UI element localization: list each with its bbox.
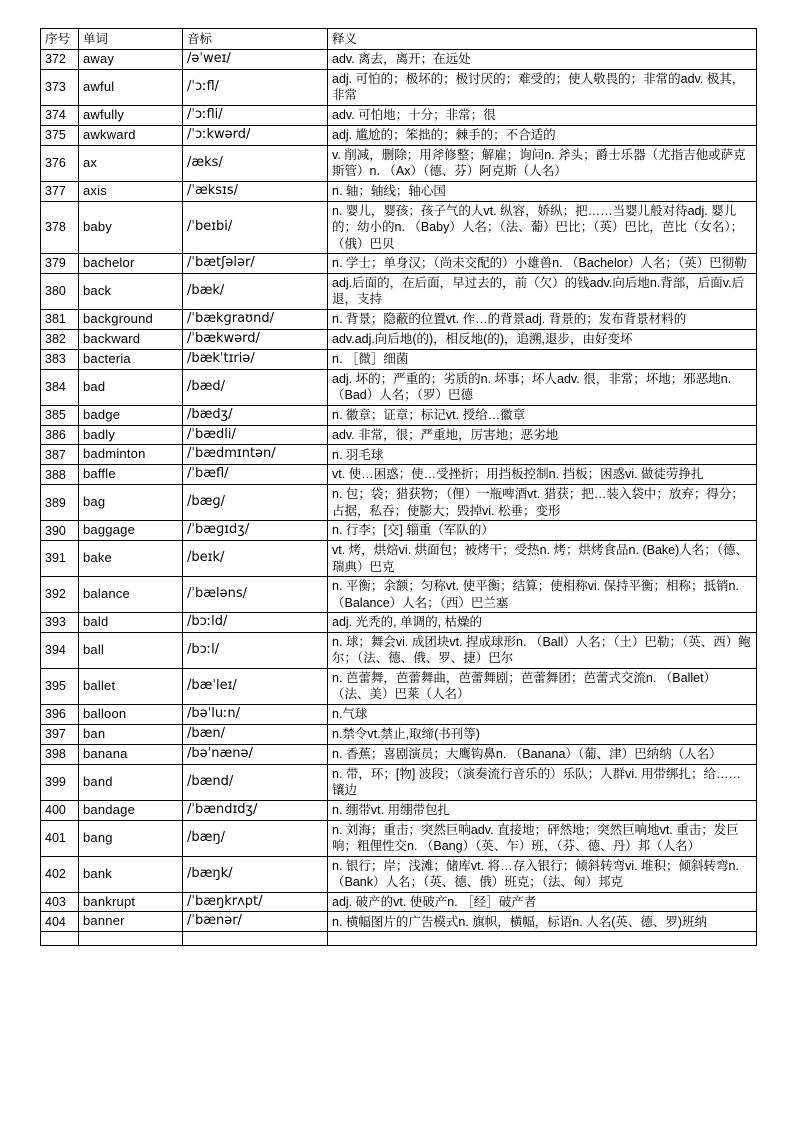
cell-definition: n. 轴；轴线；轴心国 <box>328 181 757 201</box>
cell-definition: v. 削减，删除；用斧修整；解雇；询问n. 斧头；爵士乐器（尤指吉他或萨克斯管）n. （Ax）（德、芬）阿克斯（人名） <box>328 145 757 181</box>
cell-phonetic: /bæŋ/ <box>183 820 328 856</box>
cell-definition: adv. 非常，很；严重地，厉害地；恶劣地 <box>328 425 757 445</box>
cell-phonetic: /ˈɔːfl/ <box>183 69 328 105</box>
cell-definition: n. 行李；[交] 辎重（军队的） <box>328 521 757 541</box>
cell-phonetic: /bædʒ/ <box>183 405 328 425</box>
table-row <box>41 309 757 329</box>
cell-number: 385 <box>41 405 79 425</box>
table-row <box>41 892 757 912</box>
table-row <box>41 145 757 181</box>
vocab-table <box>40 28 757 946</box>
table-row <box>41 912 757 932</box>
cell-definition: n. 包；袋；猎获物；（俚）一瓶啤酒vt. 猎获；把…装入袋中；放弃；得分；占据，私吞；使膨大；毁掉vi. 松垂；变形 <box>328 485 757 521</box>
cell-word: backward <box>79 329 183 349</box>
cell-word: banner <box>79 912 183 932</box>
cell-phonetic: /ˈbæɡɪdʒ/ <box>183 521 328 541</box>
cell-definition: adj. 破产的vt. 使破产n. ［经］破产者 <box>328 892 757 912</box>
table-row <box>41 521 757 541</box>
cell-definition: n.禁令vt.禁止,取缔(书刊等) <box>328 724 757 744</box>
header-cell-phonetic: 音标 <box>183 29 328 50</box>
cell-phonetic: /ˈbætʃələr/ <box>183 254 328 274</box>
cell-word: bankrupt <box>79 892 183 912</box>
table-row <box>41 181 757 201</box>
cell-word: ban <box>79 724 183 744</box>
cell-phonetic: /bæd/ <box>183 369 328 405</box>
cell-phonetic <box>183 932 328 946</box>
table-row <box>41 764 757 800</box>
cell-definition: n. 平衡；余额；匀称vt. 使平衡；结算；使相称vi. 保持平衡；相称；抵销n. （Balance）人名；（西）巴兰塞 <box>328 577 757 613</box>
cell-word: banana <box>79 744 183 764</box>
cell-number: 379 <box>41 254 79 274</box>
cell-phonetic: /bæn/ <box>183 724 328 744</box>
cell-phonetic: /bəˈnænə/ <box>183 744 328 764</box>
cell-word: ax <box>79 145 183 181</box>
cell-phonetic: /əˈweɪ/ <box>183 50 328 70</box>
cell-phonetic: /ˈbæŋkrʌpt/ <box>183 892 328 912</box>
cell-phonetic: /ˈɔːkwərd/ <box>183 125 328 145</box>
cell-phonetic: /ˈbædli/ <box>183 425 328 445</box>
cell-number: 389 <box>41 485 79 521</box>
cell-phonetic: /ˈbækwərd/ <box>183 329 328 349</box>
cell-word: awful <box>79 69 183 105</box>
cell-phonetic: /ˈbækɡraʊnd/ <box>183 309 328 329</box>
cell-number: 393 <box>41 613 79 633</box>
cell-number: 372 <box>41 50 79 70</box>
cell-number: 387 <box>41 445 79 465</box>
cell-number: 403 <box>41 892 79 912</box>
table-row <box>41 704 757 724</box>
table-row <box>41 445 757 465</box>
cell-phonetic: /bɔːld/ <box>183 613 328 633</box>
table-row <box>41 465 757 485</box>
cell-definition: n. 绷带vt. 用绷带包扎 <box>328 800 757 820</box>
cell-phonetic: /ˈbændɪdʒ/ <box>183 800 328 820</box>
cell-definition: n. 婴儿，婴孩；孩子气的人vt. 纵容，娇纵；把……当婴儿般对待adj. 婴儿的；幼小的n. （Baby）人名；（法、葡）巴比；（英）巴比，芭比（女名）；（俄）巴贝 <box>328 201 757 254</box>
cell-definition: adj. 尴尬的；笨拙的；棘手的；不合适的 <box>328 125 757 145</box>
cell-word: badge <box>79 405 183 425</box>
cell-phonetic: /bæˈleɪ/ <box>183 668 328 704</box>
cell-word: baffle <box>79 465 183 485</box>
table-row <box>41 50 757 70</box>
cell-phonetic: /bæŋk/ <box>183 856 328 892</box>
cell-word: baby <box>79 201 183 254</box>
cell-word: awfully <box>79 105 183 125</box>
cell-phonetic: /bækˈtɪriə/ <box>183 349 328 369</box>
cell-number: 383 <box>41 349 79 369</box>
cell-definition: n. 球；舞会vi. 成团块vt. 捏成球形n. （Ball）人名；（土）巴勒；（英、西）鲍尔；（法、德、俄、罗、捷）巴尔 <box>328 632 757 668</box>
cell-phonetic: /ˈbeɪbi/ <box>183 201 328 254</box>
cell-word: balloon <box>79 704 183 724</box>
cell-number: 401 <box>41 820 79 856</box>
table-row <box>41 800 757 820</box>
cell-word: back <box>79 273 183 309</box>
cell-word: badly <box>79 425 183 445</box>
cell-definition: adj. 光秃的, 单调的, 枯燥的 <box>328 613 757 633</box>
cell-definition: n. 背景；隐蔽的位置vt. 作…的背景adj. 背景的；发布背景材料的 <box>328 309 757 329</box>
table-row <box>41 405 757 425</box>
table-row <box>41 724 757 744</box>
cell-phonetic: /bæk/ <box>183 273 328 309</box>
cell-word: bacteria <box>79 349 183 369</box>
table-row <box>41 425 757 445</box>
cell-definition: adv.adj.向后地(的)，相反地(的)，追溯,退步，由好变坏 <box>328 329 757 349</box>
cell-number: 375 <box>41 125 79 145</box>
cell-phonetic: /bɔːl/ <box>183 632 328 668</box>
cell-number: 378 <box>41 201 79 254</box>
cell-phonetic: /ˈæksɪs/ <box>183 181 328 201</box>
cell-number: 402 <box>41 856 79 892</box>
cell-word: bachelor <box>79 254 183 274</box>
cell-phonetic: /ˈbædmɪntən/ <box>183 445 328 465</box>
cell-number: 395 <box>41 668 79 704</box>
cell-word: bank <box>79 856 183 892</box>
cell-number: 398 <box>41 744 79 764</box>
cell-definition: adj. 坏的；严重的；劣质的n. 坏事；坏人adv. 很，非常；坏地；邪恶地n. （Bad）人名；（罗）巴德 <box>328 369 757 405</box>
table-row <box>41 632 757 668</box>
table-row <box>41 254 757 274</box>
cell-number: 380 <box>41 273 79 309</box>
table-row <box>41 201 757 254</box>
cell-number: 386 <box>41 425 79 445</box>
cell-number: 392 <box>41 577 79 613</box>
header-cell-word: 单词 <box>79 29 183 50</box>
cell-number: 391 <box>41 541 79 577</box>
table-row <box>41 613 757 633</box>
cell-definition: n. 横幅图片的广告模式n. 旗帜，横幅，标语n. 人名(英、德、罗)班纳 <box>328 912 757 932</box>
header-cell-definition: 释义 <box>328 29 757 50</box>
cell-definition: vt. 使…困惑；使…受挫折；用挡板控制n. 挡板；困惑vi. 做徒劳挣扎 <box>328 465 757 485</box>
table-row <box>41 105 757 125</box>
cell-word: bandage <box>79 800 183 820</box>
table-row <box>41 69 757 105</box>
cell-word <box>79 932 183 946</box>
cell-word: away <box>79 50 183 70</box>
table-row <box>41 856 757 892</box>
cell-number: 374 <box>41 105 79 125</box>
cell-number: 400 <box>41 800 79 820</box>
cell-definition: adj. 可怕的；极坏的；极讨厌的；难受的；使人敬畏的；非常的adv. 极其，非常 <box>328 69 757 105</box>
cell-word: baggage <box>79 521 183 541</box>
table-row <box>41 820 757 856</box>
cell-number: 381 <box>41 309 79 329</box>
cell-definition: n. ［微］细菌 <box>328 349 757 369</box>
cell-word: awkward <box>79 125 183 145</box>
table-row <box>41 369 757 405</box>
cell-definition: n. 香蕉；喜剧演员；大鹰钩鼻n. （Banana）（葡、津）巴纳纳（人名） <box>328 744 757 764</box>
table-row <box>41 668 757 704</box>
cell-phonetic: /bænd/ <box>183 764 328 800</box>
cell-phonetic: /bəˈluːn/ <box>183 704 328 724</box>
cell-definition: adv. 离去，离开；在远处 <box>328 50 757 70</box>
cell-phonetic: /ˈɔːfli/ <box>183 105 328 125</box>
cell-phonetic: /ˈbæfl/ <box>183 465 328 485</box>
cell-word: bald <box>79 613 183 633</box>
cell-word: ballet <box>79 668 183 704</box>
table-row <box>41 744 757 764</box>
cell-phonetic: /ˈbænər/ <box>183 912 328 932</box>
table-row <box>41 125 757 145</box>
cell-phonetic: /æks/ <box>183 145 328 181</box>
cell-number: 390 <box>41 521 79 541</box>
cell-number <box>41 932 79 946</box>
cell-number: 394 <box>41 632 79 668</box>
cell-definition: n. 芭蕾舞，芭蕾舞曲，芭蕾舞剧；芭蕾舞团；芭蕾式交流n. （Ballet） （法、美）巴莱（人名） <box>328 668 757 704</box>
table-row <box>41 349 757 369</box>
cell-number: 397 <box>41 724 79 744</box>
cell-word: bad <box>79 369 183 405</box>
table-row <box>41 273 757 309</box>
cell-definition: n. 银行；岸；浅滩；储库vt. 将…存入银行；倾斜转弯vi. 堆积；倾斜转弯n. （Bank）人名；（英、德、俄）班克；（法、匈）邦克 <box>328 856 757 892</box>
cell-word: balance <box>79 577 183 613</box>
cell-definition: adv. 可怕地；十分；非常；很 <box>328 105 757 125</box>
cell-phonetic: /beɪk/ <box>183 541 328 577</box>
cell-word: bag <box>79 485 183 521</box>
cell-word: badminton <box>79 445 183 465</box>
table-row <box>41 329 757 349</box>
cell-word: bake <box>79 541 183 577</box>
cell-number: 373 <box>41 69 79 105</box>
cell-word: bang <box>79 820 183 856</box>
cell-definition: n. 刘海；重击；突然巨响adv. 直接地；砰然地；突然巨响地vt. 重击；发巨响；粗俚性交n. （Bang）（英、乍）班，（芬、德、丹）邦（人名） <box>328 820 757 856</box>
cell-word: axis <box>79 181 183 201</box>
cell-number: 382 <box>41 329 79 349</box>
cell-definition: adj.后面的，在后面，早过去的，前（欠）的钱adv.向后地n.背部，后面v.后退，支持 <box>328 273 757 309</box>
cell-number: 388 <box>41 465 79 485</box>
cell-definition: n.气球 <box>328 704 757 724</box>
cell-number: 404 <box>41 912 79 932</box>
cell-word: background <box>79 309 183 329</box>
table-row <box>41 541 757 577</box>
cell-number: 377 <box>41 181 79 201</box>
cell-number: 384 <box>41 369 79 405</box>
header-row <box>41 29 757 50</box>
cell-definition <box>328 932 757 946</box>
table-body <box>41 50 757 946</box>
cell-definition: n. 带，环；[物] 波段；（演奏流行音乐的）乐队；人群vi. 用带绑扎；给……镶边 <box>328 764 757 800</box>
cell-word: ball <box>79 632 183 668</box>
cell-number: 399 <box>41 764 79 800</box>
cell-definition: n. 学士；单身汉；（尚未交配的）小雄兽n. （Bachelor）人名；（英）巴彻勒 <box>328 254 757 274</box>
header-cell-number: 序号 <box>41 29 79 50</box>
cell-definition: n. 徽章；证章；标记vt. 授给…徽章 <box>328 405 757 425</box>
cell-number: 376 <box>41 145 79 181</box>
table-row <box>41 577 757 613</box>
cell-phonetic: /ˈbæləns/ <box>183 577 328 613</box>
cell-definition: vt. 烤，烘焙vi. 烘面包；被烤干；受热n. 烤；烘烤食品n. (Bake)人名；（德、瑞典）巴克 <box>328 541 757 577</box>
cell-definition: n. 羽毛球 <box>328 445 757 465</box>
table-row <box>41 485 757 521</box>
table-row <box>41 932 757 946</box>
cell-number: 396 <box>41 704 79 724</box>
cell-phonetic: /bæɡ/ <box>183 485 328 521</box>
cell-word: band <box>79 764 183 800</box>
